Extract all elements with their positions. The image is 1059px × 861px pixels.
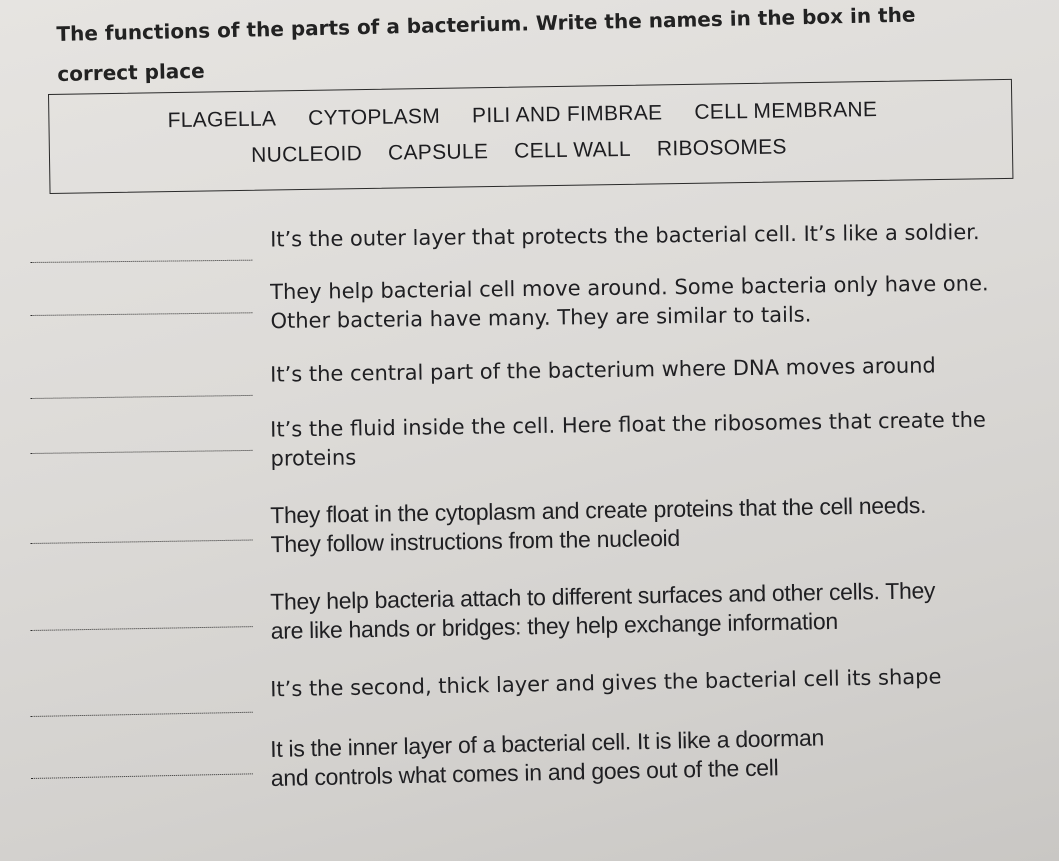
word-bank-box [48, 79, 1013, 194]
question-description [270, 489, 1041, 559]
question-line: Other bacteria have many. They are similar to tails. [270, 302, 812, 334]
question-line: They help bacteria attach to different surfaces and other cells. They [269, 577, 936, 615]
question-line: It’s the outer layer that protects the bacterial cell. It’s like a soldier. [270, 220, 980, 252]
question-line: and controls what comes in and goes out of the cell [270, 754, 779, 791]
question-line: It is the inner layer of a bacterial cell. It is like a doorman [269, 724, 825, 762]
question-line: They help bacterial cell move around. Some bacteria only have one. [270, 271, 989, 305]
answer-blank[interactable] [31, 712, 253, 717]
word-bank-row-2 [38, 132, 1000, 171]
answer-blank[interactable] [31, 540, 253, 544]
word-bank-term: RIBOSOMES [656, 135, 787, 161]
word-bank-term: CAPSULE [387, 140, 489, 165]
word-bank-term: CELL WALL [514, 137, 632, 163]
question-line: are like hands or bridges: they help exchange information [270, 607, 839, 644]
question-item [30, 574, 1041, 652]
question-description [270, 217, 1040, 254]
question-description [270, 405, 1041, 474]
question-description [270, 661, 1040, 705]
question-line: It’s the central part of the bacterium where DNA moves around [270, 353, 936, 387]
answer-blank[interactable] [31, 773, 253, 779]
question-line: It’s the second, thick layer and gives the bacterial cell its shape [269, 664, 942, 702]
word-bank-term: NUCLEOID [250, 142, 363, 167]
question-item [30, 269, 1041, 341]
answer-blank[interactable] [30, 450, 252, 454]
word-bank-term: CELL MEMBRANE [694, 97, 878, 124]
question-description [270, 574, 1041, 645]
answer-blank[interactable] [30, 395, 252, 399]
answer-blank[interactable] [31, 626, 253, 631]
question-line: They float in the cytoplasm and create proteins that the cell needs. [269, 491, 927, 529]
question-item [30, 489, 1041, 565]
word-bank-row-1 [41, 96, 1003, 135]
question-description [270, 269, 1041, 336]
question-description [270, 350, 1040, 390]
word-bank-term: CYTOPLASM [308, 104, 441, 130]
question-item [30, 405, 1041, 479]
answer-blank[interactable] [30, 260, 252, 263]
question-line: proteins [270, 445, 357, 471]
word-bank-term: FLAGELLA [167, 107, 277, 133]
question-line: It’s the fluid inside the cell. Here float the ribosomes that create the [270, 407, 987, 442]
question-line: They follow instructions from the nucleoid [270, 524, 681, 558]
word-bank-term: PILI AND FIMBRAE [471, 101, 663, 128]
worksheet-title: The functions of the parts of a bacterium. Write the names in the box in the correct place [56, 2, 916, 86]
answer-blank[interactable] [30, 312, 252, 316]
